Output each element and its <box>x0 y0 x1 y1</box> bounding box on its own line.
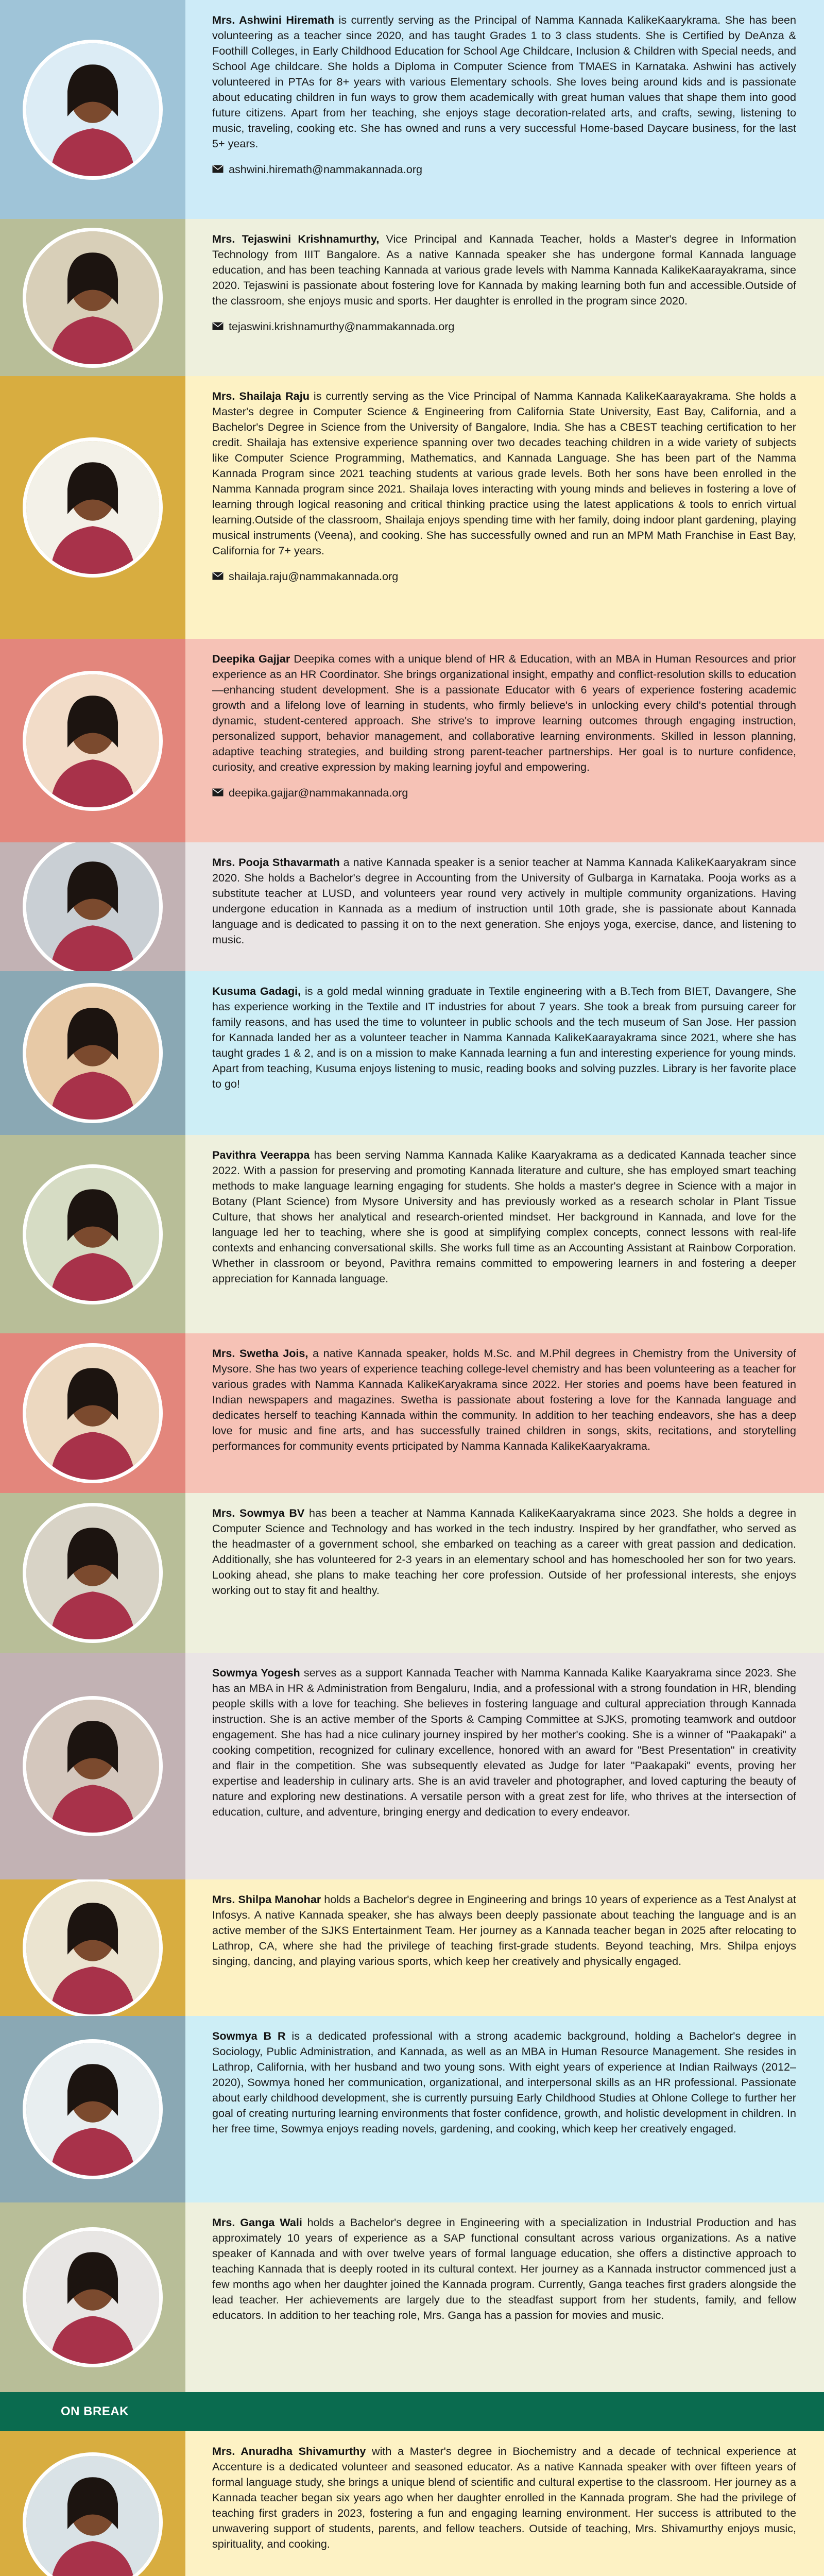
email-link[interactable]: deepika.gajjar@nammakannada.org <box>229 786 408 799</box>
staff-photo <box>23 983 163 1123</box>
staff-card-swetha <box>0 1333 824 1493</box>
staff-bio-text: serves as a support Kannada Teacher with Namma Kannada Kalike Kaaryakrama since 2023. She has an MBA in HR & Administration from Bengaluru, India, and a professional with a strong foundation in HR, blending people skills with a love for teaching. She believes in fostering language and cultural appreciation through Kannada instruction. She is an active member of the Sports & Camping Committee at SJKS, promoting teamwork and outdoor engagement. She has had a nice culinary journey inspired by her mother's cooking. She is a winner of "Paakapaki" a cooking competition, recognized for culinary excellence, honored with an award for "Best Presentation" in creativity and flair in the competition. She was subsequently elevated as Judge for later "Paakapaki" events, proving her expertise and leadership in culinary arts. She is an avid traveler and photographer, and loved capturing the beauty of nature and exploring new destinations. A versatile person with a great zest for life, who thrives at the intersection of education, culture, and adventure, bringing energy and dedication to every endeavor. <box>212 1666 797 1818</box>
staff-photo <box>23 437 163 578</box>
on-break-list <box>0 2431 824 2576</box>
bio-panel <box>185 1493 824 1653</box>
email-link[interactable]: tejaswini.krishnamurthy@nammakannada.org <box>229 320 455 333</box>
staff-bio-text: is currently serving as the Vice Principal of Namma Kannada KalikeKaarayakrama. She holds a Master's degree in Computer Science & Engineering from California State University, East Bay, California, and a Bachelor's Degree in Science from the University of Bangalore, India. She has a CBEST teaching certification to her credit. Shailaja has extensive experience spanning over two decades teaching children in a wide variety of subjects like Computer Science Programming, Mathematics, and Kannada Language. She has been part of the Namma Kannada Program since 2021 teaching students at various grade levels. Both her sons have been enrolled in the Namma Kannada program since 2021. Shailaja loves interacting with young minds and believes in fostering a love of learning through logical reasoning and critical thinking practice using the latest applications & tools to enrich virtual learning.Outside of the classroom, Shailaja enjoys spending time with her family, doing indoor plant gardening, playing musical instruments (Veena), and cooking. She has successfully owned and run an MPM Math Franchise in East Bay, California for 7+ years. <box>212 389 796 557</box>
staff-card-anuradha <box>0 2431 824 2576</box>
staff-bio-text: has been a teacher at Namma Kannada KalikeKaaryakrama since 2023. She holds a degree in Computer Science and Technology and has worked in the tech industry. Inspired by her grandfather, who served as the headmaster of a government school, she embarked on teaching as a career with great passion and dedication. Additionally, she has volunteered for 2-3 years in an elementary school and has homeschooled her son for two years. Looking ahead, she plans to make teaching her core profession. Outside of her professional interests, she enjoys working out to stay fit and healthy. <box>212 1506 796 1597</box>
bio-panel <box>185 2431 824 2576</box>
portrait-panel <box>0 971 185 1135</box>
staff-photo <box>23 1879 163 2016</box>
bio-panel <box>185 639 824 842</box>
bio-panel <box>185 1653 824 1879</box>
staff-card-ashwini <box>0 0 824 219</box>
staff-bio <box>212 984 796 1092</box>
staff-card-sowmya-y <box>0 1653 824 1879</box>
staff-name: Sowmya Yogesh <box>212 1666 300 1679</box>
staff-photo <box>23 228 163 368</box>
staff-name: Mrs. Pooja Sthavarmath <box>212 856 340 869</box>
staff-card-deepika <box>0 639 824 842</box>
staff-photo <box>23 1164 163 1304</box>
bio-panel <box>185 1135 824 1333</box>
staff-card-ganga <box>0 2202 824 2392</box>
portrait-panel <box>0 0 185 219</box>
staff-photo <box>23 2039 163 2179</box>
bio-panel <box>185 1333 824 1493</box>
bio-panel <box>185 0 824 219</box>
bio-panel <box>185 2202 824 2392</box>
staff-bio-text: with a Master's degree in Biochemistry and a decade of technical experience at Accenture is a dedicated volunteer and seasoned educator. As a native Kannada speaker with over fifteen years of formal language study, she brings a unique blend of scientific and cultural expertise to the classroom. Her journey as a Kannada teacher began six years ago when her daughter enrolled in the Kannada program. She had the privilege of teaching first graders in 2023, fostering a fun and engaging learning environment. Her success is attributed to the unwavering support of students, parents, and fellow teachers. Outside of teaching, Mrs. Shivamurthy enjoys music, spirituality, and cooking. <box>212 2445 796 2550</box>
staff-bio-text: holds a Bachelor's degree in Engineering and brings 10 years of experience as a Test Analyst at Infosys. A native Kannada speaker, she has always been deeply passionate about teaching the language and is an active member of the SJKS Entertainment Team. Her journey as a Kannada teacher began in 2025 after relocating to Lathrop, CA, where she had the privilege of teaching first-grade students. Beyond teaching, Mrs. Shilpa enjoys singing, dancing, and playing various sports, which keep her creatively and physically engaged. <box>212 1893 796 1968</box>
staff-photo <box>23 40 163 180</box>
portrait-panel <box>0 1879 185 2016</box>
portrait-panel <box>0 1135 185 1333</box>
staff-bio <box>212 12 796 151</box>
bio-panel <box>185 842 824 971</box>
staff-name: Mrs. Anuradha Shivamurthy <box>212 2445 366 2458</box>
staff-name: Deepika Gajjar <box>212 652 290 665</box>
staff-bio <box>212 2444 796 2552</box>
portrait-panel <box>0 219 185 376</box>
envelope-icon <box>212 163 224 176</box>
portrait-panel <box>0 2016 185 2202</box>
staff-bio <box>212 388 796 558</box>
portrait-panel <box>0 1333 185 1493</box>
staff-bio <box>212 855 796 947</box>
staff-bio <box>212 1505 796 1598</box>
staff-name: Kusuma Gadagi, <box>212 985 301 997</box>
bio-panel <box>185 1879 824 2016</box>
staff-bio <box>212 231 796 309</box>
staff-bio-text: a native Kannada speaker is a senior teacher at Namma Kannada KalikeKaaryakram since 2020. She holds a Bachelor's degree in Accounting from the University of Gulbarga in Karnataka. Pooja works as a substitute teacher at LUSD, and volunteers year round very actively in multiple community organizations. Having undergone education in Kannada as a medium of instruction until 10th grade, she is passionate about Kannada language and is dedicated to passing it on to the next generation. She enjoys yoga, exercise, dance, and listening to music. <box>212 856 796 946</box>
staff-photo <box>23 2452 163 2576</box>
staff-photo <box>23 1503 163 1643</box>
staff-photo <box>23 842 163 971</box>
email-line <box>212 320 796 333</box>
staff-card-sowmya-br <box>0 2016 824 2202</box>
staff-name: Pavithra Veerappa <box>212 1148 310 1161</box>
bio-panel <box>185 219 824 376</box>
staff-bio-text: is a dedicated professional with a strong academic background, holding a Bachelor's degree in Sociology, Public Administration, and Kannada, as well as an MBA in Human Resource Management. She resides in Lathrop, California, with her husband and two young sons. With eight years of experience at Indian Railways (2012–2020), Sowmya honed her communication, organizational, and interpersonal skills as an HR professional. Passionate about early childhood development, she is currently pursuing Early Childhood Studies at Ohlone College to further her goal of creating nurturing learning environments that foster confidence, growth, and holistic development in children. In her free time, Sowmya enjoys reading novels, gardening, and cooking, which keep her creatively engaged. <box>212 2029 796 2135</box>
portrait-panel <box>0 639 185 842</box>
on-break-banner <box>0 2392 824 2431</box>
staff-bio-text: a native Kannada speaker, holds M.Sc. and M.Phil degrees in Chemistry from the University of Mysore. She has two years of experience teaching college-level chemistry and has been volunteering as a teacher for various grades with Namma Kannada KalikeKaryakrama since 2022. Her stories and poems have been featured in Indian newspapers and magazines. Swetha is passionate about fostering a love for the Kannada language and dedicates herself to teaching Kannada within the community. In addition to her teaching endeavors, she has a deep love for music and fine arts, and has successfully trained children in songs, skits, recitations, and storytelling performances for community events prticipated by Namma Kannada KalikeKaaryakrama. <box>212 1347 796 1452</box>
envelope-icon <box>212 320 224 333</box>
email-link[interactable]: shailaja.raju@nammakannada.org <box>229 570 399 583</box>
staff-bio <box>212 2215 796 2323</box>
email-line <box>212 786 796 800</box>
staff-name: Mrs. Shailaja Raju <box>212 389 310 402</box>
on-break-label: ON BREAK <box>61 2404 129 2418</box>
staff-photo <box>23 1696 163 1836</box>
staff-bio-text: Vice Principal and Kannada Teacher, holds a Master's degree in Information Technology from IIIT Bangalore. As a native Kannada speaker she has undergone formal Kannada language education, and has been teaching Kannada at various grade levels with Namma Kannada KalikeKaarayakrama, since 2020. Tejaswini is passionate about fostering love for Kannada by making learning both fun and accessible.Outside of the classroom, she enjoys music and sports. Her daughter is enrolled in the program since 2020. <box>212 232 796 307</box>
portrait-panel <box>0 2202 185 2392</box>
staff-name: Mrs. Swetha Jois, <box>212 1347 308 1360</box>
portrait-panel <box>0 2431 185 2576</box>
staff-bio <box>212 1346 796 1454</box>
staff-bio-text: holds a Bachelor's degree in Engineering with a specialization in Industrial Production and has approximately 10 years of experience as a SAP functional consultant across various organizations. As a native speaker of Kannada and with over twelve years of formal language education, she offers a distinctive approach to teaching Kannada that is deeply rooted in its cultural context. Her journey as a Kannada instructor commenced just a few months ago when her daughter joined the Kannada program. Currently, Ganga teaches first graders alongside the lead teacher. Her achievements are largely due to the steadfast support from her students, family, and fellow educators. In addition to her teaching role, Mrs. Ganga has a passion for movies and music. <box>212 2216 797 2321</box>
bio-panel <box>185 2016 824 2202</box>
staff-bio-text: has been serving Namma Kannada Kalike Kaaryakrama as a dedicated Kannada teacher since 2022. With a passion for preserving and promoting Kannada literature and culture, she has employed smart teaching methods to make language learning engaging for students. She holds a master's degree in Science with a major in Botany (Plant Science) from Mysore University and has previously worked as a research scholar in Plant Tissue Culture, that shows her analytical and research-oriented mindset. Her background in Kannada, and love for the language led her to teaching, where she is good at simplifying complex concepts, connect lessons with real-life contexts and enhancing conversational skills. She works full time as an Accounting Assistant at Rainbow Corporation. Whether in classroom or beyond, Pavithra remains committed to empowering learners in and fostering a deeper appreciation for Kannada language. <box>212 1148 797 1285</box>
staff-card-pavithra <box>0 1135 824 1333</box>
envelope-icon <box>212 786 224 800</box>
portrait-panel <box>0 1493 185 1653</box>
staff-bio-text: is currently serving as the Principal of Namma Kannada KalikeKaarykrama. She has been volunteering as a teacher since 2020, and has taught Grades 1 to 3 class students. She is Certified by DeAnza & Foothill Colleges, in Early Childhood Education for School Age Childcare, Inclusion & Children with Special needs, and School Age childcare. She holds a Diploma in Computer Science from TMAES in Karnataka. Ashwini has actively volunteered in PTAs for 8+ years with various Elementary schools. She loves being around kids and is passionate about educating children in fun ways to grow them academically with great human values that shape them into good future citizens. Apart from her teaching, she enjoys stage decoration-related arts, and crafts, sewing, listening to music, traveling, cooking etc. She has owned and runs a very successful Home-based Daycare business, for the last 5+ years. <box>212 13 796 150</box>
staff-photo <box>23 1343 163 1483</box>
staff-photo <box>23 2227 163 2367</box>
portrait-panel <box>0 1653 185 1879</box>
staff-name: Mrs. Shilpa Manohar <box>212 1893 321 1906</box>
staff-name: Sowmya B R <box>212 2029 286 2042</box>
staff-name: Mrs. Sowmya BV <box>212 1506 305 1519</box>
staff-card-pooja <box>0 842 824 971</box>
staff-photo <box>23 671 163 811</box>
staff-bio <box>212 1892 796 1969</box>
staff-name: Mrs. Tejaswini Krishnamurthy, <box>212 232 380 245</box>
portrait-panel <box>0 842 185 971</box>
staff-name: Mrs. Ashwini Hiremath <box>212 13 335 26</box>
staff-card-tejaswini <box>0 219 824 376</box>
email-link[interactable]: ashwini.hiremath@nammakannada.org <box>229 163 423 176</box>
staff-card-kusuma <box>0 971 824 1135</box>
staff-bio <box>212 1665 796 1820</box>
staff-bio-text: is a gold medal winning graduate in Textile engineering with a B.Tech from BIET, Davangere, She has experience working in the Textile and IT industries for about 7 years. She took a break from pursuing career for family reasons, and has used the time to volunteer in public schools and the tech museum of San Jose. Her passion for Kannada landed her as a volunteer teacher in Namma Kannada KalikeKaarayakrama since 2021, where she has taught grades 1 & 2, and is on a mission to make Kannada learning a fun and interesting experience for young minds. Apart from teaching, Kusuma enjoys listening to music, reading books and solving puzzles. Library is her favorite place to go! <box>212 985 797 1090</box>
envelope-icon <box>212 570 224 583</box>
email-line <box>212 163 796 176</box>
bio-panel <box>185 376 824 639</box>
staff-bio <box>212 1147 796 1286</box>
portrait-panel <box>0 376 185 639</box>
bio-panel <box>185 971 824 1135</box>
staff-card-shilpa <box>0 1879 824 2016</box>
staff-bio-text: Deepika comes with a unique blend of HR & Education, with an MBA in Human Resources and prior experience as an HR Coordinator. She brings organizational insight, empathy and conflict-resolution skills to education—enhancing student development. She is a passionate Educator with 6 years of experience fostering academic growth and a lifelong love of learning in students, who firmly believe's in unlocking every child's potential through dynamic, student-centered approach. She strive's to improve learning outcomes through engaging instruction, personalized support, behavior management, and collaborative learning environments. Skilled in lesson planning, adaptive teaching strategies, and building strong parent-teacher partnerships. Her goal is to nurture confidence, curiosity, and creative expression by making learning joyful and empowering. <box>212 652 796 773</box>
staff-bio <box>212 2028 796 2137</box>
email-line <box>212 570 796 583</box>
staff-card-shailaja <box>0 376 824 639</box>
staff-name: Mrs. Ganga Wali <box>212 2216 302 2229</box>
staff-card-sowmya-bv <box>0 1493 824 1653</box>
staff-bio <box>212 651 796 775</box>
